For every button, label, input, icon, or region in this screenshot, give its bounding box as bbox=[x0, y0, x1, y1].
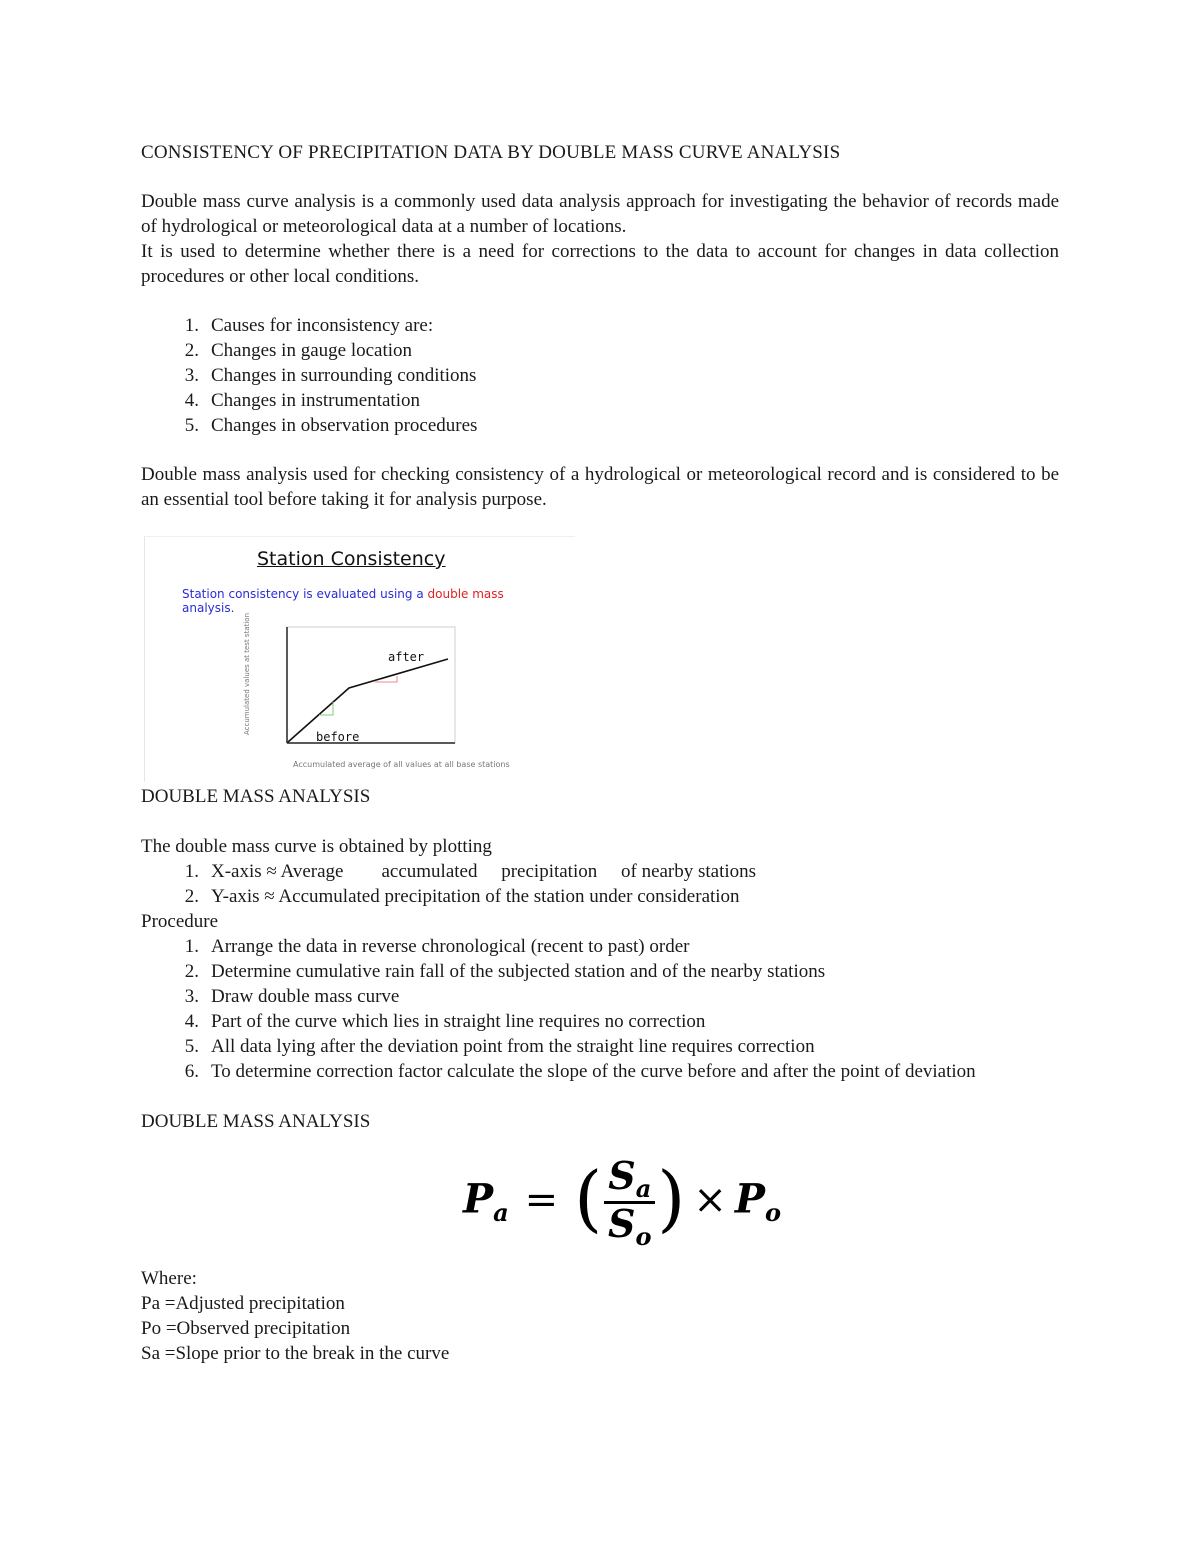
list-item bbox=[141, 934, 1059, 959]
denominator-symbol: S bbox=[608, 1201, 636, 1246]
list-number: 3. bbox=[184, 986, 199, 1007]
procedure-list bbox=[141, 934, 1059, 1084]
causes-list bbox=[141, 313, 1059, 438]
plot-frame bbox=[287, 627, 455, 743]
intro-paragraph-1: Double mass curve analysis is a commonly used data analysis approach for investigating the behavior of records made of hydrological or meteorological data at a number of locations. bbox=[141, 191, 1059, 237]
list-text: Changes in surrounding conditions bbox=[211, 365, 477, 386]
double-mass-diagram bbox=[145, 537, 575, 782]
mass-curve-line bbox=[288, 659, 448, 742]
list-text: Y-axis ≈ Accumulated precipitation of the station under consideration bbox=[211, 886, 740, 907]
list-text: To determine correction factor calculate the slope of the curve before and after the point of deviation bbox=[211, 1061, 976, 1082]
formula-lhs-sub: a bbox=[493, 1197, 509, 1227]
list-item bbox=[141, 338, 1059, 363]
list-text: Changes in gauge location bbox=[211, 340, 413, 361]
list-number: 1. bbox=[184, 861, 199, 882]
list-number: 2. bbox=[184, 886, 199, 907]
list-item bbox=[141, 859, 1059, 884]
section-heading-1: DOUBLE MASS ANALYSIS bbox=[141, 786, 371, 807]
formula-numerator bbox=[604, 1153, 655, 1204]
subtitle-red: double mass bbox=[427, 587, 504, 601]
list-item bbox=[141, 413, 1059, 438]
list-text: Changes in instrumentation bbox=[211, 390, 420, 411]
list-text: Causes for inconsistency are: bbox=[211, 315, 434, 336]
list-item bbox=[141, 388, 1059, 413]
list-item bbox=[141, 959, 1059, 984]
list-item bbox=[141, 363, 1059, 388]
figure-x-label: Accumulated average of all values at all base stations bbox=[293, 760, 510, 769]
definition-po: Po =Observed precipitation bbox=[141, 1318, 351, 1339]
list-item bbox=[141, 884, 1059, 909]
axes-list bbox=[141, 859, 1059, 909]
section-heading-2: DOUBLE MASS ANALYSIS bbox=[141, 1111, 371, 1132]
list-number: 2. bbox=[184, 340, 199, 361]
list-text: Part of the curve which lies in straight line requires no correction bbox=[211, 1011, 706, 1032]
list-number: 1. bbox=[184, 936, 199, 957]
subtitle-blue-2: analysis. bbox=[182, 601, 235, 615]
definition-sa: Sa =Slope prior to the break in the curve bbox=[141, 1343, 450, 1364]
label-before: before bbox=[316, 730, 360, 744]
definition-pa: Pa =Adjusted precipitation bbox=[141, 1293, 345, 1314]
document-title: CONSISTENCY OF PRECIPITATION DATA BY DOUBLE MASS CURVE ANALYSIS bbox=[141, 142, 841, 163]
list-text: Changes in observation procedures bbox=[211, 415, 478, 436]
list-number: 4. bbox=[184, 390, 199, 411]
formula-right-paren: ) bbox=[657, 1156, 686, 1240]
plotting-intro: The double mass curve is obtained by plotting bbox=[141, 836, 492, 857]
list-number: 2. bbox=[184, 961, 199, 982]
denominator-sub: o bbox=[635, 1222, 652, 1251]
list-text: Draw double mass curve bbox=[211, 986, 400, 1007]
list-text: Arrange the data in reverse chronological (recent to past) order bbox=[211, 936, 690, 957]
formula-denominator bbox=[604, 1201, 655, 1251]
formula-rhs: P bbox=[734, 1175, 765, 1223]
where-label: Where: bbox=[141, 1268, 197, 1289]
list-item bbox=[141, 313, 1059, 338]
figure-subtitle bbox=[182, 587, 562, 615]
essential-paragraph: Double mass analysis used for checking consistency of a hydrological or meteorological record and is considered to be an essential tool before taking it for analysis purpose. bbox=[141, 464, 1059, 510]
list-item bbox=[141, 984, 1059, 1009]
list-number: 5. bbox=[184, 415, 199, 436]
correction-formula bbox=[141, 1148, 1059, 1258]
list-text: X-axis ≈ Average accumulated precipitation of nearby stations bbox=[211, 861, 757, 882]
formula-fraction bbox=[604, 1153, 655, 1251]
formula-expression bbox=[463, 1153, 781, 1251]
subtitle-blue: Station consistency is evaluated using a bbox=[182, 587, 428, 601]
formula-equals: = bbox=[524, 1176, 559, 1223]
procedure-label: Procedure bbox=[141, 911, 219, 932]
list-number: 5. bbox=[184, 1036, 199, 1057]
document-page bbox=[141, 140, 1059, 1366]
figure-title: Station Consistency bbox=[257, 548, 446, 570]
formula-left-paren: ( bbox=[574, 1156, 603, 1240]
list-number: 6. bbox=[184, 1061, 199, 1082]
list-item bbox=[141, 1034, 1059, 1059]
list-number: 1. bbox=[184, 315, 199, 336]
list-item bbox=[141, 1009, 1059, 1034]
list-text: All data lying after the deviation point from the straight line requires correction bbox=[211, 1036, 815, 1057]
formula-times: × bbox=[693, 1176, 727, 1223]
numerator-symbol: S bbox=[608, 1153, 636, 1198]
label-after: after bbox=[388, 650, 425, 664]
station-consistency-figure bbox=[144, 536, 575, 782]
list-number: 4. bbox=[184, 1011, 199, 1032]
intro-paragraph-2: It is used to determine whether there is a need for corrections to the data to account for changes in data collection procedures or other local conditions. bbox=[141, 241, 1059, 287]
formula-rhs-sub: o bbox=[764, 1197, 781, 1227]
list-number: 3. bbox=[184, 365, 199, 386]
numerator-sub: a bbox=[635, 1174, 652, 1203]
formula-lhs: P bbox=[463, 1175, 494, 1223]
list-text: Determine cumulative rain fall of the subjected station and of the nearby stations bbox=[211, 961, 826, 982]
figure-y-label: Accumulated values at test station bbox=[243, 612, 251, 735]
list-item bbox=[141, 1059, 1059, 1084]
